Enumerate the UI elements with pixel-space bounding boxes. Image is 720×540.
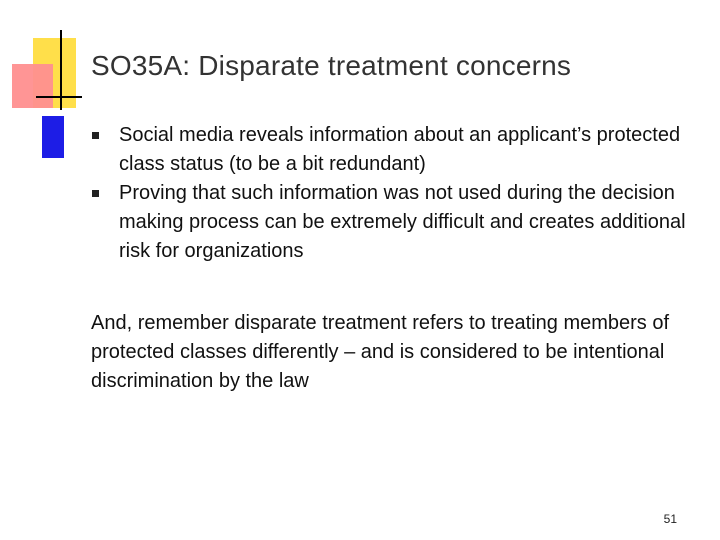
bullet-item [92, 121, 702, 179]
decorative-blue-square [42, 116, 64, 158]
decorative-red-square [12, 64, 53, 108]
closing-note: And, remember disparate treatment refers to treating members of protected classes differently – and is considered to be intentional discrimination by the law [91, 312, 670, 392]
decorative-vertical-line [60, 30, 62, 110]
decorative-horizontal-line [36, 96, 82, 98]
page-number: 51 [663, 512, 677, 526]
square-bullet-icon [92, 190, 99, 197]
bullet-text: Proving that such information was not used during the decision making process can be extremely difficult and creates additional risk for organizations [119, 182, 686, 262]
bullet-list [92, 121, 702, 266]
bullet-text: Social media reveals information about an applicant’s protected class status (to be a bit redundant) [119, 124, 681, 175]
slide-title: SO35A: Disparate treatment concerns [91, 50, 572, 81]
bullet-item [92, 179, 702, 266]
square-bullet-icon [92, 132, 99, 139]
